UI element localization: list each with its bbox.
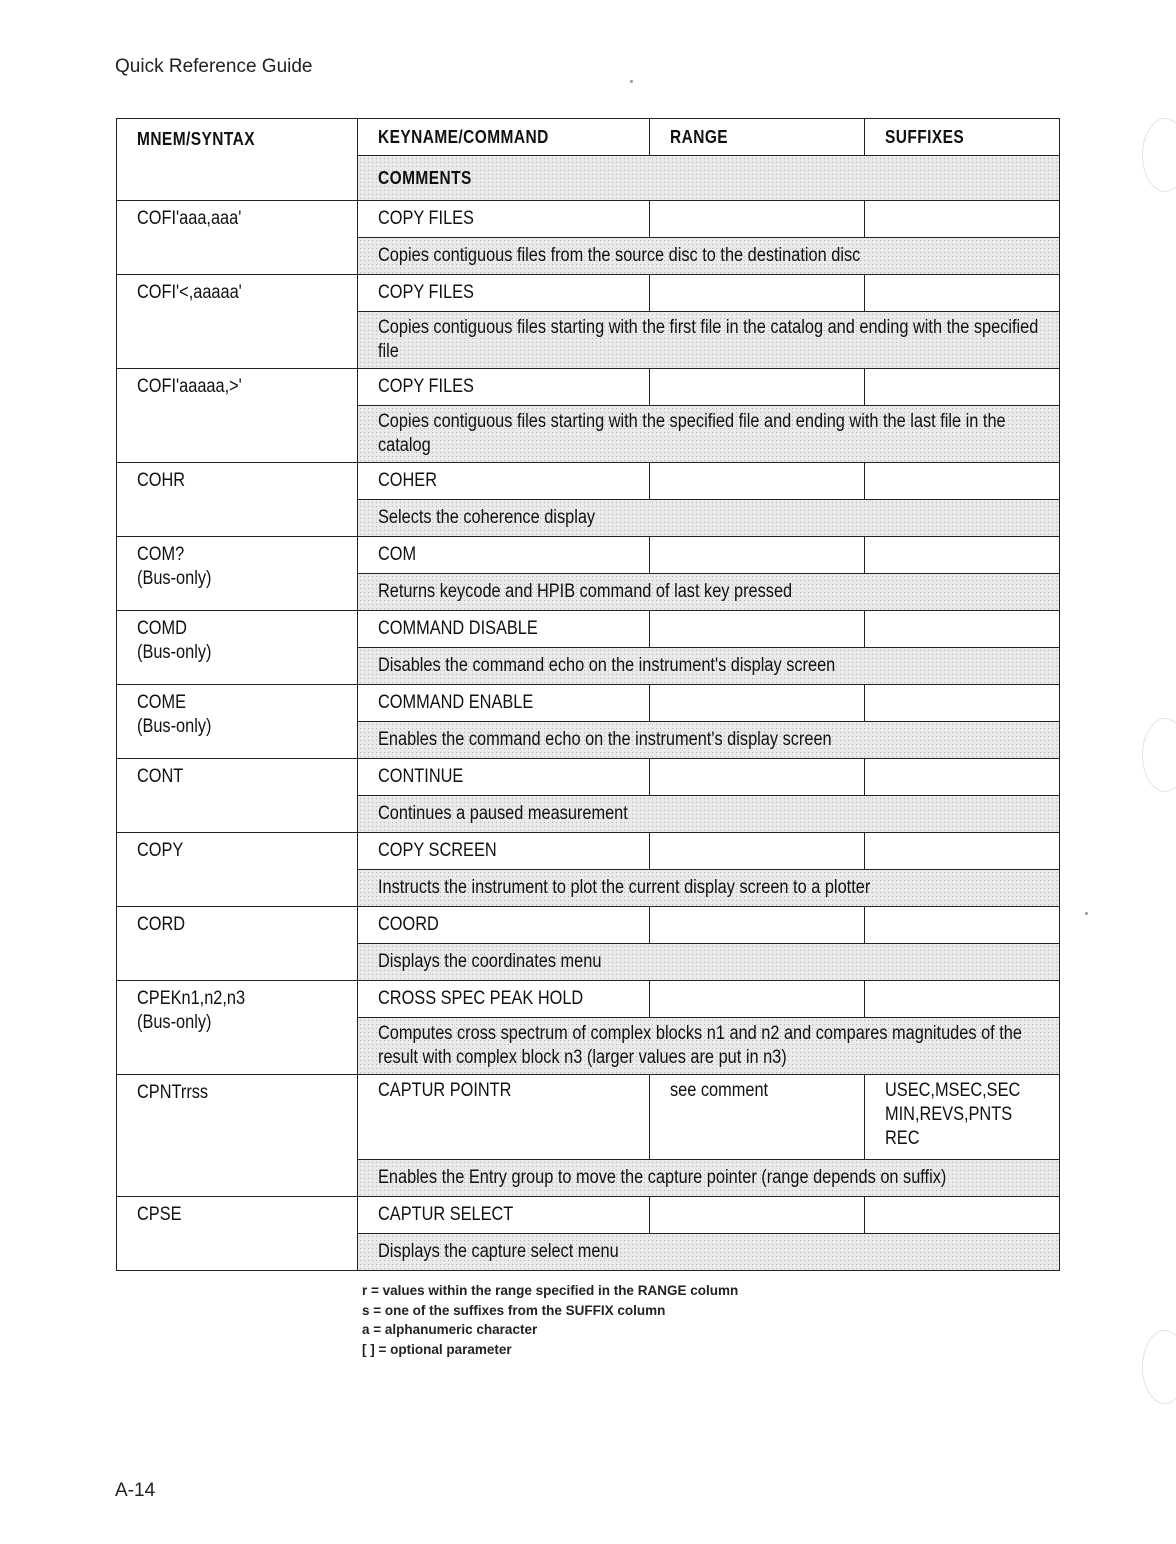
comment-cell: [358, 870, 1060, 907]
mnem-syntax: COMD: [137, 618, 187, 639]
legend: [362, 1281, 738, 1359]
mnem-syntax: COFI'<,aaaaa': [137, 282, 242, 303]
keyname-command: CAPTUR POINTR: [378, 1080, 512, 1101]
keyname-command-cell: [358, 463, 650, 500]
comment-cell: [358, 1018, 1060, 1075]
suffixes-cell: [865, 201, 1060, 238]
keyname-command-cell: [358, 759, 650, 796]
column-header-comments: COMMENTS: [358, 156, 1060, 201]
keyname-command-cell: [358, 537, 650, 574]
table-row: [117, 275, 1060, 312]
suffixes-cell: [865, 1075, 1060, 1160]
mnem-note: (Bus-only): [137, 642, 212, 663]
comment-cell: [358, 238, 1060, 275]
range-cell: [650, 201, 865, 238]
comment-text: Disables the command echo on the instrument's display screen: [378, 655, 836, 676]
table-row: [117, 201, 1060, 238]
keyname-command: COMMAND DISABLE: [378, 618, 538, 639]
mnem-syntax-cell: [117, 201, 358, 275]
mnem-note: (Bus-only): [137, 568, 212, 589]
column-header-range: RANGE: [650, 119, 865, 156]
keyname-command: CONTINUE: [378, 766, 464, 787]
range-cell: [650, 759, 865, 796]
suffix-line: MIN,REVS,PNTS: [885, 1104, 1013, 1125]
table-row: [117, 611, 1060, 648]
range-cell: [650, 275, 865, 312]
keyname-command: COORD: [378, 914, 439, 935]
keyname-command-cell: [358, 611, 650, 648]
range-cell: [650, 907, 865, 944]
mnem-syntax-cell: [117, 1197, 358, 1271]
range-cell: [650, 369, 865, 406]
mnem-syntax: COFI'aaa,aaa': [137, 208, 242, 229]
table-row: [117, 685, 1060, 722]
mnem-syntax-cell: [117, 611, 358, 685]
comment-text: Selects the coherence display: [378, 507, 596, 528]
column-header-keyname-command: KEYNAME/COMMAND: [358, 119, 650, 156]
keyname-command-cell: [358, 833, 650, 870]
mnem-syntax: CORD: [137, 914, 186, 935]
suffixes-cell: [865, 981, 1060, 1018]
suffixes-cell: [865, 833, 1060, 870]
keyname-command: COPY FILES: [378, 208, 474, 229]
mnem-syntax: CPEKn1,n2,n3: [137, 988, 246, 1009]
comment-text: Copies contiguous files starting with the specified file and ending with the last file in the catalog: [378, 411, 1006, 456]
binder-hole-mark: [1142, 718, 1176, 792]
suffixes-cell: [865, 759, 1060, 796]
comment-cell: [358, 312, 1060, 369]
keyname-command: COPY FILES: [378, 376, 474, 397]
binder-hole-mark: [1142, 1330, 1176, 1404]
range-cell: [650, 1197, 865, 1234]
legend-item: [ ] = optional parameter: [362, 1341, 512, 1357]
suffixes-cell: [865, 369, 1060, 406]
mnem-note: (Bus-only): [137, 716, 212, 737]
mnem-syntax: COME: [137, 692, 187, 713]
keyname-command-cell: [358, 369, 650, 406]
keyname-command-cell: [358, 981, 650, 1018]
mnem-syntax: CONT: [137, 766, 184, 787]
keyname-command: COM: [378, 544, 417, 565]
legend-item: a = alphanumeric character: [362, 1322, 538, 1337]
keyname-command: COPY FILES: [378, 282, 474, 303]
table-row: [117, 981, 1060, 1018]
mnem-syntax-cell: [117, 463, 358, 537]
comment-text: Instructs the instrument to plot the current display screen to a plotter: [378, 877, 871, 898]
range-cell: [650, 537, 865, 574]
comment-text: Returns keycode and HPIB command of last key pressed: [378, 581, 793, 602]
range-cell: [650, 685, 865, 722]
comment-text: Continues a paused measurement: [378, 803, 628, 824]
keyname-command: COPY SCREEN: [378, 840, 497, 861]
mnem-syntax: CPNTrrss: [137, 1082, 209, 1103]
comment-text: Copies contiguous files from the source disc to the destination disc: [378, 245, 861, 266]
legend-item: r = values within the range specified in the RANGE column: [362, 1283, 739, 1298]
table-header-row: [117, 119, 1060, 156]
suffixes-cell: [865, 685, 1060, 722]
mnem-syntax-cell: [117, 833, 358, 907]
table-row: [117, 833, 1060, 870]
suffixes-cell: [865, 611, 1060, 648]
page-header-title: Quick Reference Guide: [115, 56, 313, 77]
mnem-syntax: CPSE: [137, 1204, 182, 1225]
mnem-syntax: COPY: [137, 840, 184, 861]
comment-text: Enables the Entry group to move the capture pointer (range depends on suffix): [378, 1167, 947, 1188]
comment-text: Computes cross spectrum of complex blocks n1 and n2 and compares magnitudes of the result with complex block n3 (larger values are put in n3): [378, 1023, 1022, 1068]
keyname-command-cell: [358, 1075, 650, 1160]
range-cell: [650, 611, 865, 648]
range-cell: [650, 981, 865, 1018]
mnem-syntax-cell: [117, 981, 358, 1075]
table-row: [117, 907, 1060, 944]
comment-text: Displays the coordinates menu: [378, 951, 602, 972]
comment-text: Copies contiguous files starting with the first file in the catalog and ending with the specified file: [378, 317, 1039, 362]
keyname-command-cell: [358, 685, 650, 722]
range-cell: [650, 833, 865, 870]
range-cell: [650, 1075, 865, 1160]
mnem-syntax: COM?: [137, 544, 185, 565]
page-number: A-14: [115, 1480, 156, 1501]
table-row: [117, 1075, 1060, 1160]
comment-cell: [358, 1234, 1060, 1271]
scan-speck: [1085, 912, 1088, 915]
mnem-syntax-cell: [117, 759, 358, 833]
comment-cell: [358, 406, 1060, 463]
comment-cell: [358, 648, 1060, 685]
keyname-command: COMMAND ENABLE: [378, 692, 534, 713]
comment-cell: [358, 1160, 1060, 1197]
mnem-syntax: COFI'aaaaa,>': [137, 376, 242, 397]
table-row: [117, 463, 1060, 500]
comment-cell: [358, 944, 1060, 981]
comment-cell: [358, 574, 1060, 611]
binder-hole-mark: [1142, 118, 1176, 192]
table-row: [117, 1197, 1060, 1234]
mnem-syntax-cell: [117, 685, 358, 759]
suffix-line: USEC,MSEC,SEC: [885, 1080, 1021, 1101]
column-header-mnem-syntax: MNEM/SYNTAX: [117, 119, 358, 201]
suffixes-cell: [865, 1197, 1060, 1234]
keyname-command-cell: [358, 275, 650, 312]
table-row: [117, 759, 1060, 796]
suffixes-cell: [865, 463, 1060, 500]
mnem-syntax: COHR: [137, 470, 186, 491]
mnem-syntax-cell: [117, 369, 358, 463]
suffixes-cell: [865, 907, 1060, 944]
mnem-syntax-cell: [117, 907, 358, 981]
table-row: [117, 369, 1060, 406]
keyname-command: CROSS SPEC PEAK HOLD: [378, 988, 584, 1009]
keyname-command-cell: [358, 1197, 650, 1234]
scan-speck: [630, 80, 633, 83]
comment-text: Enables the command echo on the instrument's display screen: [378, 729, 832, 750]
table-row: [117, 537, 1060, 574]
comment-cell: [358, 796, 1060, 833]
comment-cell: [358, 500, 1060, 537]
keyname-command: CAPTUR SELECT: [378, 1204, 514, 1225]
suffixes-cell: [865, 275, 1060, 312]
legend-item: s = one of the suffixes from the SUFFIX column: [362, 1302, 666, 1318]
mnem-syntax-cell: [117, 1075, 358, 1197]
keyname-command-cell: [358, 201, 650, 238]
suffixes-cell: [865, 537, 1060, 574]
keyname-command: COHER: [378, 470, 438, 491]
keyname-command-cell: [358, 907, 650, 944]
mnem-note: (Bus-only): [137, 1012, 212, 1033]
reference-table: [116, 118, 1060, 1271]
range-cell: [650, 463, 865, 500]
mnem-syntax-cell: [117, 275, 358, 369]
suffix-line: REC: [885, 1128, 920, 1149]
column-header-suffixes: SUFFIXES: [865, 119, 1060, 156]
mnem-syntax-cell: [117, 537, 358, 611]
range-value: see comment: [670, 1080, 769, 1101]
comment-cell: [358, 722, 1060, 759]
comment-text: Displays the capture select menu: [378, 1241, 619, 1262]
